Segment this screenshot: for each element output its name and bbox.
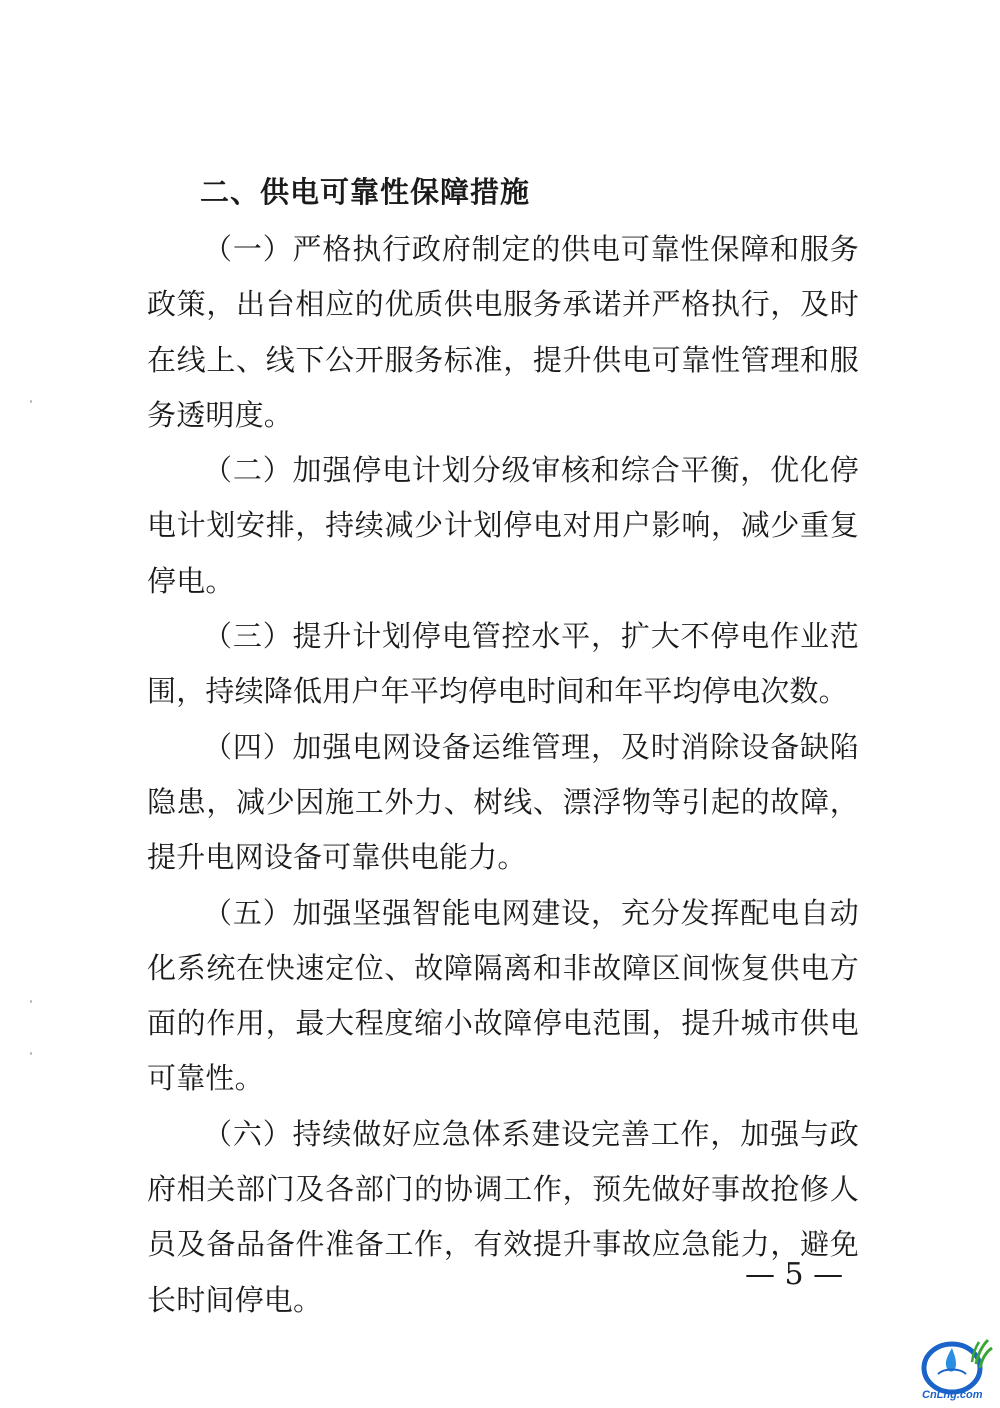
paragraph-1: （一）严格执行政府制定的供电可靠性保障和服务政策，出台相应的优质供电服务承诺并严格执行，及时在线上、线下公开服务标准，提升供电可靠性管理和服务透明度。 [147, 232, 859, 432]
paragraph-5: （五）加强坚强智能电网建设，充分发挥配电自动化系统在快速定位、故障隔离和非故障区间恢复供电方面的作用，最大程度缩小故障停电范围，提升城市供电可靠性。 [147, 895, 859, 1096]
paragraph-3: （三）提升计划停电管控水平，扩大不停电作业范围，持续降低用户年平均停电时间和年平均停电次数。 [147, 619, 859, 709]
document-body [147, 222, 859, 1328]
paragraph-2: （二）加强停电计划分级审核和综合平衡，优化停电计划安排，持续减少计划停电对用户影响，减少重复停电。 [147, 453, 859, 598]
paragraph-4: （四）加强电网设备运维管理，及时消除设备缺陷隐患，减少因施工外力、树线、漂浮物等引起的故障，提升电网设备可靠供电能力。 [147, 729, 859, 875]
section-heading: 二、供电可靠性保障措施 [200, 175, 531, 209]
scan-speck [30, 400, 32, 403]
paragraph-6: （六）持续做好应急体系建设完善工作，加强与政府相关部门及各部门的协调工作，预先做好事故抢修人员及备品备件准备工作，有效提升事故应急能力，避免长时间停电。 [147, 1116, 859, 1317]
scan-speck [30, 1052, 32, 1055]
scan-speck [30, 1000, 32, 1003]
cnlng-logo-icon [916, 1328, 996, 1404]
page-number: — 5 — [745, 1257, 844, 1292]
watermark-text: CnLng.com [922, 1389, 983, 1401]
